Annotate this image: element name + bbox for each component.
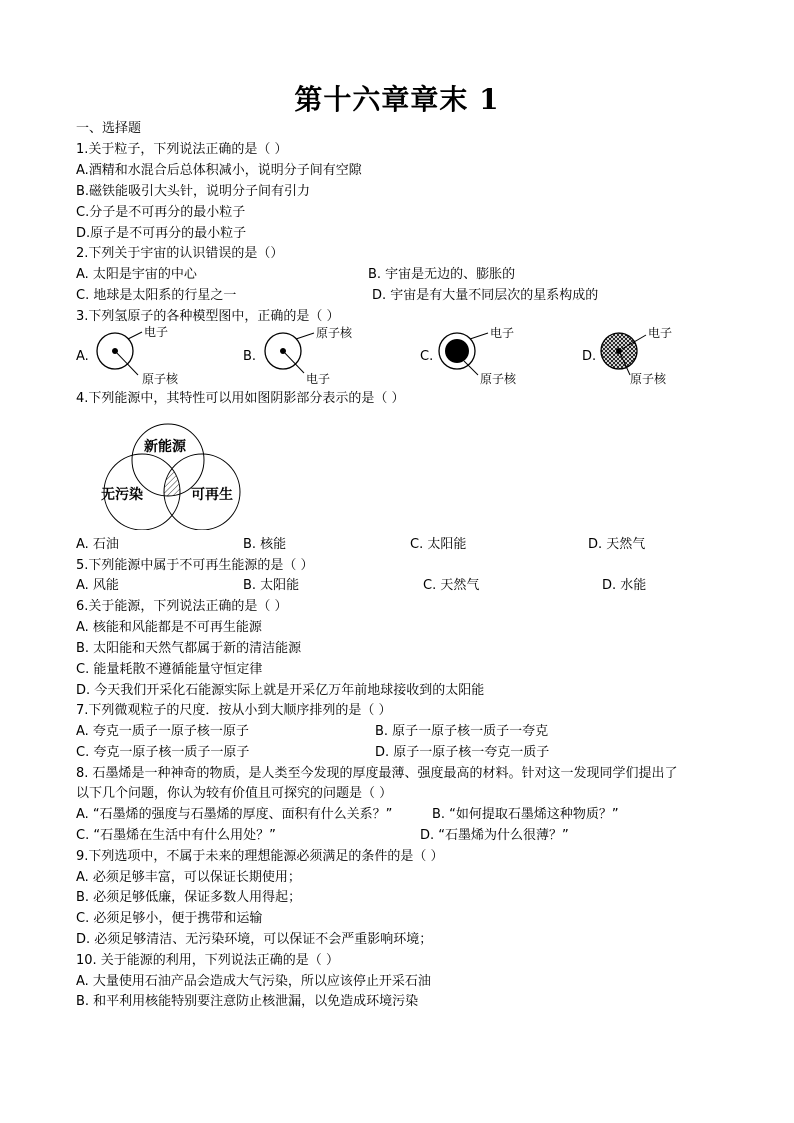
q4-option-d: D. 天然气 (588, 537, 646, 552)
q4-option-b: B. 核能 (243, 537, 287, 552)
nucleus-label: 原子核 (316, 326, 353, 340)
q6-option-d: D. 今天我们开采化石能源实际上就是开采亿万年前地球接收到的太阳能 (76, 683, 485, 698)
atom-model-b (258, 323, 388, 388)
q1-option-c: C.分子是不可再分的最小粒子 (76, 205, 246, 220)
q8-option-c: C. “石墨烯在生活中有什么用处？” (76, 828, 276, 843)
nucleus-label: 原子核 (480, 372, 517, 386)
q8-stem-line2: 以下几个问题，你认为较有价值且可探究的问题是（ ） (76, 786, 393, 801)
q4-option-c: C. 太阳能 (410, 537, 467, 552)
q2-option-d: D. 宇宙是有大量不同层次的星系构成的 (372, 288, 599, 303)
q8-option-b: B. “如何提取石墨烯这种物质？” (432, 807, 619, 822)
q4-stem: 4.下列能源中，其特性可以用如图阴影部分表示的是（ ） (76, 391, 405, 406)
q6-option-c: C. 能量耗散不遵循能量守恒定律 (76, 662, 263, 677)
nucleus-label: 原子核 (142, 372, 179, 386)
nucleus-label: 原子核 (630, 372, 667, 386)
q5-option-c: C. 天然气 (423, 578, 480, 593)
section-heading: 一、选择题 (76, 121, 142, 136)
page-title: 第十六章章末 1 (294, 83, 500, 116)
q9-stem: 9.下列选项中，不属于未来的理想能源必须满足的条件的是（ ） (76, 849, 444, 864)
q1-option-a: A.酒精和水混合后总体积减小，说明分子间有空隙 (76, 163, 362, 178)
atom-model-c (436, 323, 566, 388)
q3-option-c: C. (420, 349, 434, 364)
q1-stem: 1.关于粒子，下列说法正确的是（ ） (76, 142, 288, 157)
q8-stem-line1: 8. 石墨烯是一种神奇的物质，是人类至今发现的厚度最薄、强度最高的材料。针对这一发现同学们提出了 (76, 766, 678, 781)
q2-option-a: A. 太阳是宇宙的中心 (76, 267, 197, 282)
q10-stem: 10. 关于能源的利用，下列说法正确的是（ ） (76, 953, 339, 968)
electron-label: 电子 (144, 325, 169, 339)
q5-option-a: A. 风能 (76, 578, 119, 593)
q5-option-b: B. 太阳能 (243, 578, 300, 593)
venn-diagram (90, 420, 255, 530)
q9-option-b: B. 必须足够低廉，保证多数人用得起； (76, 890, 302, 905)
q1-option-b: B.磁铁能吸引大头针，说明分子间有引力 (76, 184, 311, 199)
q6-option-b: B. 太阳能和天然气都属于新的清洁能源 (76, 641, 302, 656)
electron-label: 电子 (648, 326, 673, 340)
q3-option-b: B. (243, 349, 257, 364)
q2-stem: 2.下列关于宇宙的认识错误的是（） (76, 246, 284, 261)
electron-label: 电子 (490, 326, 515, 340)
electron-label: 电子 (306, 372, 331, 386)
q4-option-a: A. 石油 (76, 537, 119, 552)
q8-option-a: A. “石墨烯的强度与石墨烯的厚度、面积有什么关系？” (76, 807, 393, 822)
atom-model-d (598, 323, 708, 388)
q1-option-d: D.原子是不可再分的最小粒子 (76, 226, 247, 241)
q9-option-a: A. 必须足够丰富，可以保证长期使用； (76, 870, 301, 885)
q3-option-d: D. (582, 349, 597, 364)
q2-option-c: C. 地球是太阳系的行星之一 (76, 288, 237, 303)
q7-option-d: D. 原子一原子核一夸克一质子 (375, 745, 550, 760)
q7-option-b: B. 原子一原子核一质子一夸克 (375, 724, 549, 739)
q5-stem: 5.下列能源中属于不可再生能源的是（ ） (76, 558, 314, 573)
q6-option-a: A. 核能和风能都是不可再生能源 (76, 620, 262, 635)
q7-stem: 7.下列微观粒子的尺度．按从小到大顺序排列的是（ ） (76, 703, 392, 718)
q3-option-a: A. (76, 349, 89, 364)
q9-option-c: C. 必须足够小，便于携带和运输 (76, 911, 263, 926)
venn-label-new-energy: 新能源 (144, 439, 186, 455)
atom-model-a (90, 323, 200, 388)
q5-option-d: D. 水能 (602, 578, 647, 593)
q7-option-a: A. 夸克一质子一原子核一原子 (76, 724, 249, 739)
q10-option-b: B. 和平利用核能特别要注意防止核泄漏，以免造成环境污染 (76, 994, 419, 1009)
q9-option-d: D. 必须足够清洁、无污染环境，可以保证不会严重影响环境； (76, 932, 433, 947)
q3-stem: 3.下列氢原子的各种模型图中，正确的是（ ） (76, 309, 340, 324)
q8-option-d: D. “石墨烯为什么很薄？” (420, 828, 569, 843)
venn-label-pollution-free: 无污染 (101, 487, 143, 503)
venn-label-renewable: 可再生 (191, 487, 233, 503)
q2-option-b: B. 宇宙是无边的、膨胀的 (368, 267, 516, 282)
q6-stem: 6.关于能源，下列说法正确的是（ ） (76, 599, 288, 614)
q7-option-c: C. 夸克一原子核一质子一原子 (76, 745, 250, 760)
q10-option-a: A. 大量使用石油产品会造成大气污染，所以应该停止开采石油 (76, 974, 431, 989)
